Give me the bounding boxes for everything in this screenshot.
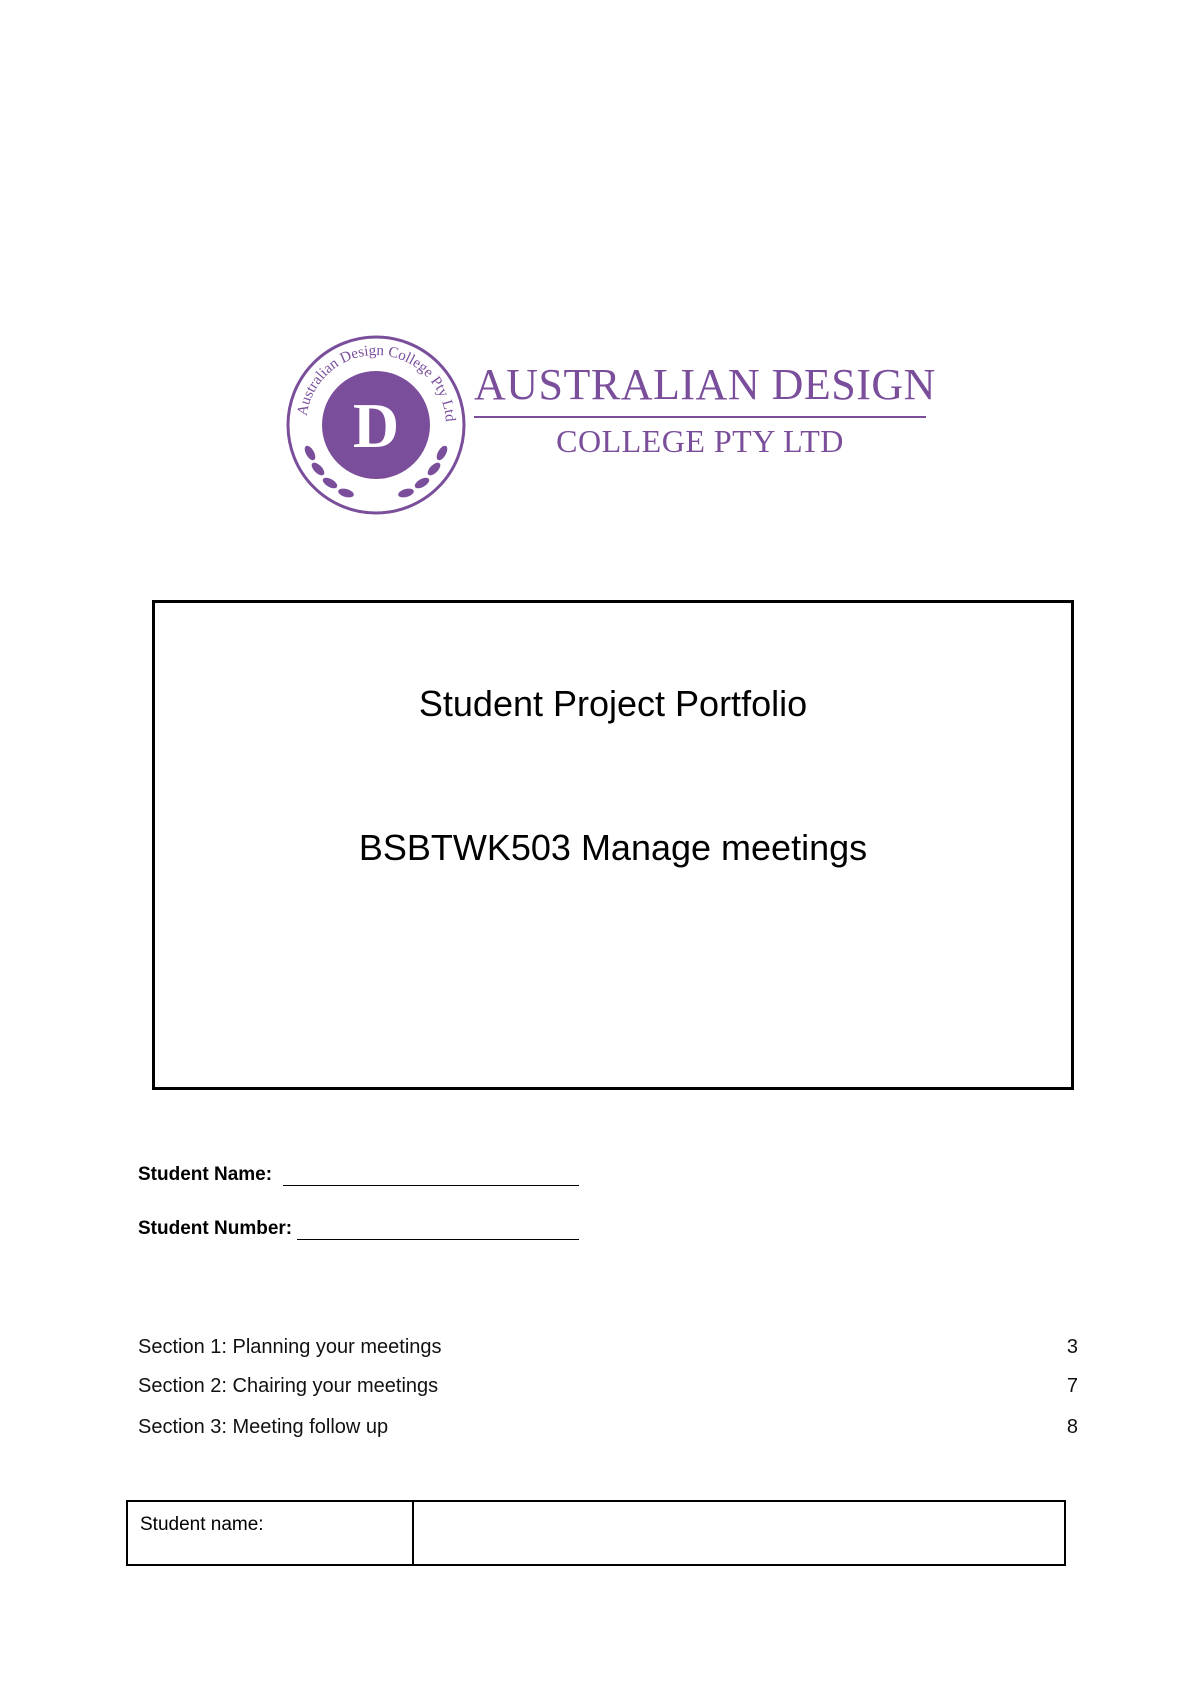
toc-page-number: 3 [1066, 1336, 1078, 1358]
seal-monogram: D [352, 390, 400, 461]
student-number-blank[interactable] [297, 1219, 579, 1240]
college-logo [286, 335, 936, 515]
college-seal-icon [286, 335, 466, 515]
wordmark-divider [474, 416, 926, 418]
student-name-cell-label: Student name: [128, 1502, 414, 1564]
student-number-field [138, 1218, 579, 1240]
student-name-label: Student Name: [138, 1164, 273, 1185]
toc-label: Section 3: Meeting follow up [138, 1416, 389, 1438]
student-info-table [126, 1500, 1066, 1566]
document-title: Student Project Portfolio [418, 683, 808, 724]
toc-label: Section 1: Planning your meetings [138, 1336, 442, 1358]
student-name-blank[interactable] [283, 1165, 579, 1186]
college-name-line2: COLLEGE PTY LTD [556, 423, 844, 459]
unit-title: BSBTWK503 Manage meetings [358, 827, 868, 868]
student-name-cell-value[interactable] [414, 1502, 1064, 1564]
toc-label: Section 2: Chairing your meetings [138, 1375, 439, 1397]
student-number-label: Student Number: [138, 1218, 293, 1239]
title-box [152, 600, 1074, 1090]
college-name-line1: AUSTRALIAN DESIGN [474, 360, 936, 409]
college-wordmark [474, 359, 936, 489]
student-name-field [138, 1164, 579, 1186]
seal-ring-text: Australian Design College Pty Ltd [294, 342, 458, 423]
toc-page-number: 8 [1066, 1416, 1078, 1438]
toc-page-number: 7 [1066, 1375, 1078, 1397]
